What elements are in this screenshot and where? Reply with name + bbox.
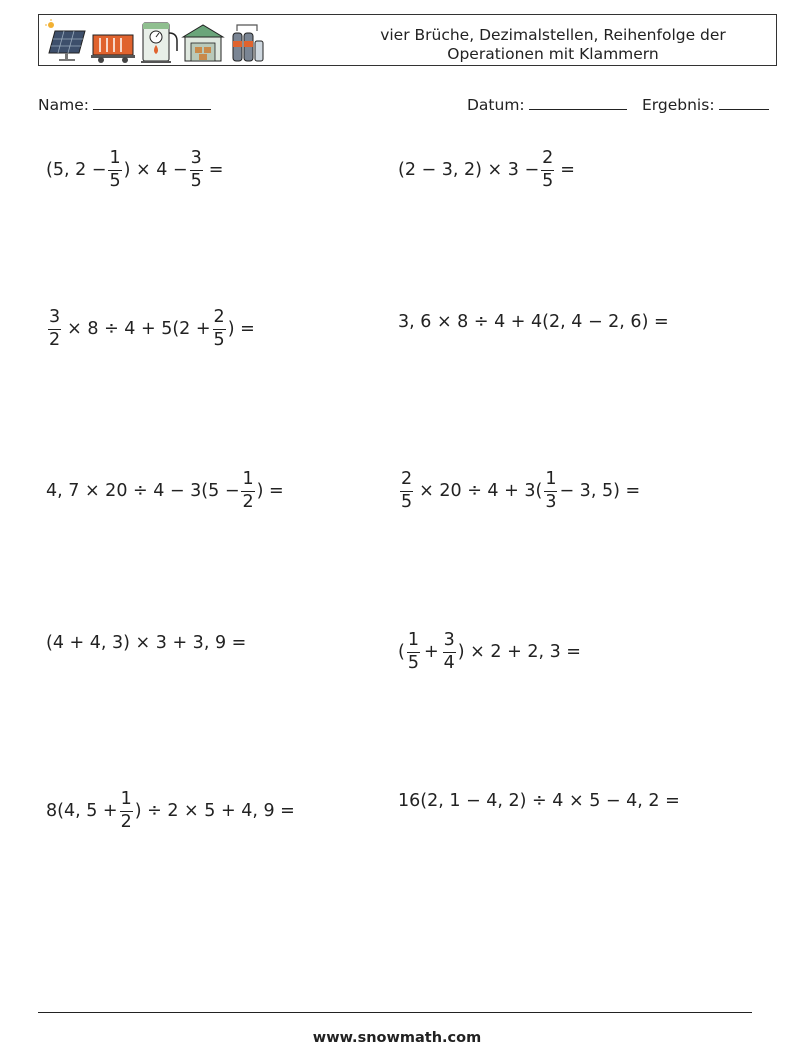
problem-6-text-a: × 20 ÷ 4 + 3(	[419, 481, 543, 501]
result-blank[interactable]	[719, 93, 769, 110]
problem-3-text-b: ) =	[227, 319, 255, 339]
problem-6-text-b: − 3, 5) =	[559, 481, 641, 501]
problem-1	[46, 140, 223, 200]
problem-4-text-a: 3, 6 × 8 ÷ 4 + 4(2, 4 − 2, 6) =	[398, 312, 669, 332]
problem-3-text-a: × 8 ÷ 4 + 5(2 +	[67, 319, 211, 339]
title-line-1: vier Brüche, Dezimalstellen, Reihenfolge der	[380, 26, 726, 44]
fuel-pump-icon	[141, 23, 177, 63]
problem-10-text-a: 16(2, 1 − 4, 2) ÷ 4 × 5 − 4, 2 =	[398, 791, 680, 811]
denominator: 5	[109, 170, 121, 191]
fraction	[443, 632, 456, 672]
problem-7	[46, 613, 246, 673]
fraction	[213, 309, 226, 349]
problem-1-text-b: ) × 4 −	[123, 160, 188, 180]
problem-10	[398, 771, 680, 831]
numerator: 1	[242, 469, 254, 489]
numerator: 1	[545, 469, 557, 489]
solar-panel-icon	[45, 19, 85, 61]
problem-8-text-b: +	[423, 642, 439, 662]
fraction	[400, 471, 413, 511]
denominator: 5	[213, 329, 225, 350]
result-label: Ergebnis:	[642, 96, 715, 114]
fraction	[48, 309, 61, 349]
problem-8-text-c: ) × 2 + 2, 3 =	[457, 642, 581, 662]
date-label: Datum:	[467, 96, 525, 114]
problem-5-text-b: ) =	[256, 481, 284, 501]
fraction	[108, 150, 121, 190]
fraction	[241, 471, 254, 511]
numerator: 3	[49, 307, 61, 327]
name-label: Name:	[38, 96, 89, 114]
warehouse-icon	[183, 25, 223, 61]
fraction	[190, 150, 203, 190]
numerator: 2	[542, 148, 554, 168]
problem-5-text-a: 4, 7 × 20 ÷ 4 − 3(5 −	[46, 481, 240, 501]
problem-5	[46, 461, 284, 521]
numerator: 3	[190, 148, 202, 168]
numerator: 1	[407, 630, 419, 650]
denominator: 2	[120, 811, 132, 832]
denominator: 5	[401, 491, 413, 512]
problem-9-text-b: ) ÷ 2 × 5 + 4, 9 =	[134, 801, 295, 821]
denominator: 2	[242, 491, 254, 512]
denominator: 5	[542, 170, 554, 191]
problem-6	[398, 461, 640, 521]
footer-divider	[38, 1012, 752, 1013]
problem-9-text-a: 8(4, 5 +	[46, 801, 118, 821]
numerator: 1	[109, 148, 121, 168]
denominator: 5	[190, 170, 202, 191]
problem-3	[46, 299, 255, 359]
problem-2	[398, 140, 575, 200]
problem-2-text-a: (2 − 3, 2) × 3 −	[398, 160, 540, 180]
name-field[interactable]	[38, 93, 211, 114]
numerator: 2	[213, 307, 225, 327]
problem-1-text-c: =	[208, 160, 224, 180]
freight-car-icon	[91, 35, 135, 63]
problem-2-text-b: =	[560, 160, 575, 180]
header-icons	[45, 19, 267, 63]
numerator: 3	[443, 630, 455, 650]
worksheet-header	[38, 14, 777, 66]
date-field[interactable]	[467, 93, 627, 114]
problem-9	[46, 781, 295, 841]
problem-4	[398, 292, 669, 352]
problem-7-text-a: (4 + 4, 3) × 3 + 3, 9 =	[46, 633, 247, 653]
result-field[interactable]	[642, 93, 769, 114]
problem-8-text-a: (	[398, 642, 405, 662]
title-line-2: Operationen mit Klammern	[447, 45, 659, 63]
denominator: 2	[49, 329, 61, 350]
footer-url[interactable]: www.snowmath.com	[312, 1030, 482, 1046]
denominator: 4	[443, 652, 455, 673]
name-blank[interactable]	[93, 93, 211, 110]
worksheet-title	[343, 26, 763, 64]
fraction	[120, 791, 133, 831]
denominator: 3	[545, 491, 557, 512]
numerator: 1	[120, 789, 132, 809]
denominator: 5	[407, 652, 419, 673]
fraction	[407, 632, 420, 672]
numerator: 2	[401, 469, 413, 489]
problem-1-text-a: (5, 2 −	[46, 160, 107, 180]
fraction	[544, 471, 557, 511]
date-blank[interactable]	[529, 93, 627, 110]
fraction	[541, 150, 554, 190]
problem-8	[398, 622, 581, 682]
gas-cylinders-icon	[233, 25, 263, 61]
